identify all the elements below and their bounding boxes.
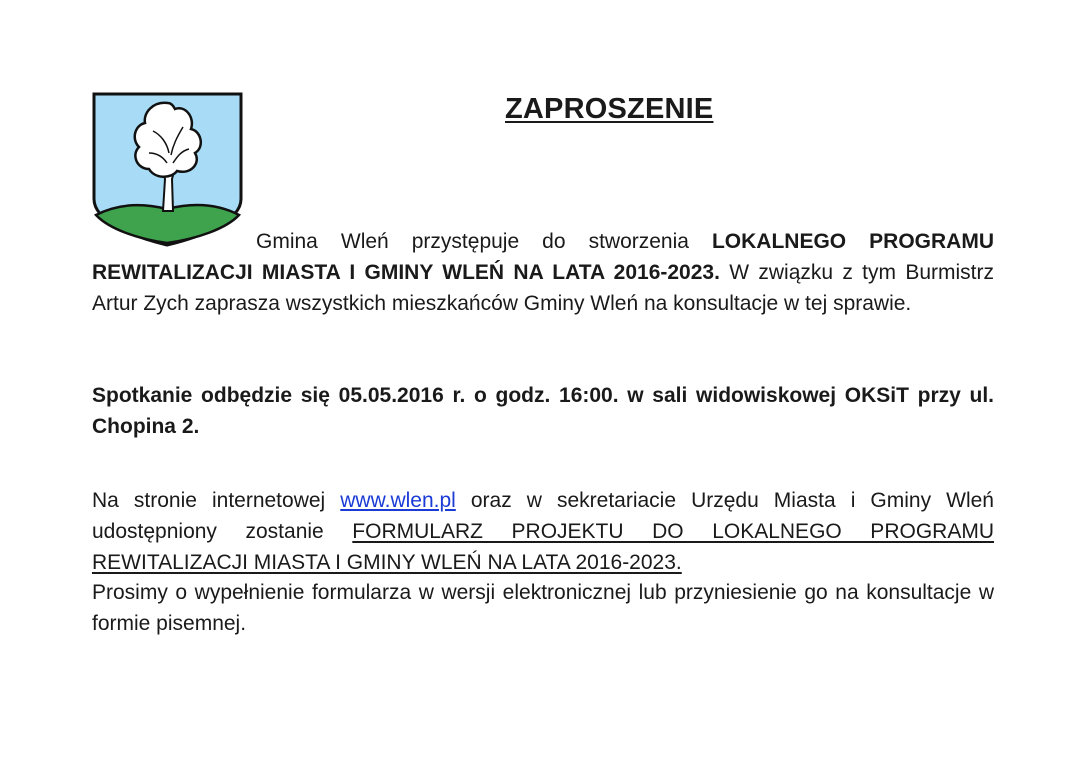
intro-lead: Gmina Wleń przystępuje do stworzenia <box>256 230 712 253</box>
form-title: FORMULARZ PROJEKTU DO LOKALNEGO PROGRAMU REWITALIZACJI MIASTA I GMINY WLEŃ NA LATA 2016-2023. <box>92 520 994 574</box>
document-title: ZAPROSZENIE <box>505 93 714 125</box>
form-info-paragraph <box>92 485 994 578</box>
wlen-coat-of-arms-birch-tree-icon <box>91 91 244 247</box>
form-info-lead: Na stronie internetowej <box>92 489 341 512</box>
request-paragraph: Prosimy o wypełnienie formularza w wersji elektronicznej lub przyniesienie go na konsultacje w formie pisemnej. <box>92 581 994 635</box>
intro-paragraph <box>92 226 994 319</box>
program-name: LOKALNEGO PROGRAMU REWITALIZACJI MIASTA I GMINY WLEŃ NA LATA 2016-2023. <box>92 230 994 284</box>
form-info-middle: oraz w sekretariacie Urzędu Miasta i Gminy Wleń udostępniony zostanie <box>92 489 994 543</box>
intro-rest: W związku z tym Burmistrz Artur Zych zaprasza wszystkich mieszkańców Gminy Wleń na konsultacje w tej sprawie. <box>92 261 994 315</box>
website-link[interactable]: www.wlen.pl <box>340 489 456 512</box>
meeting-info: Spotkanie odbędzie się 05.05.2016 r. o godz. 16:00. w sali widowiskowej OKSiT przy ul. Chopina 2. <box>92 384 994 438</box>
